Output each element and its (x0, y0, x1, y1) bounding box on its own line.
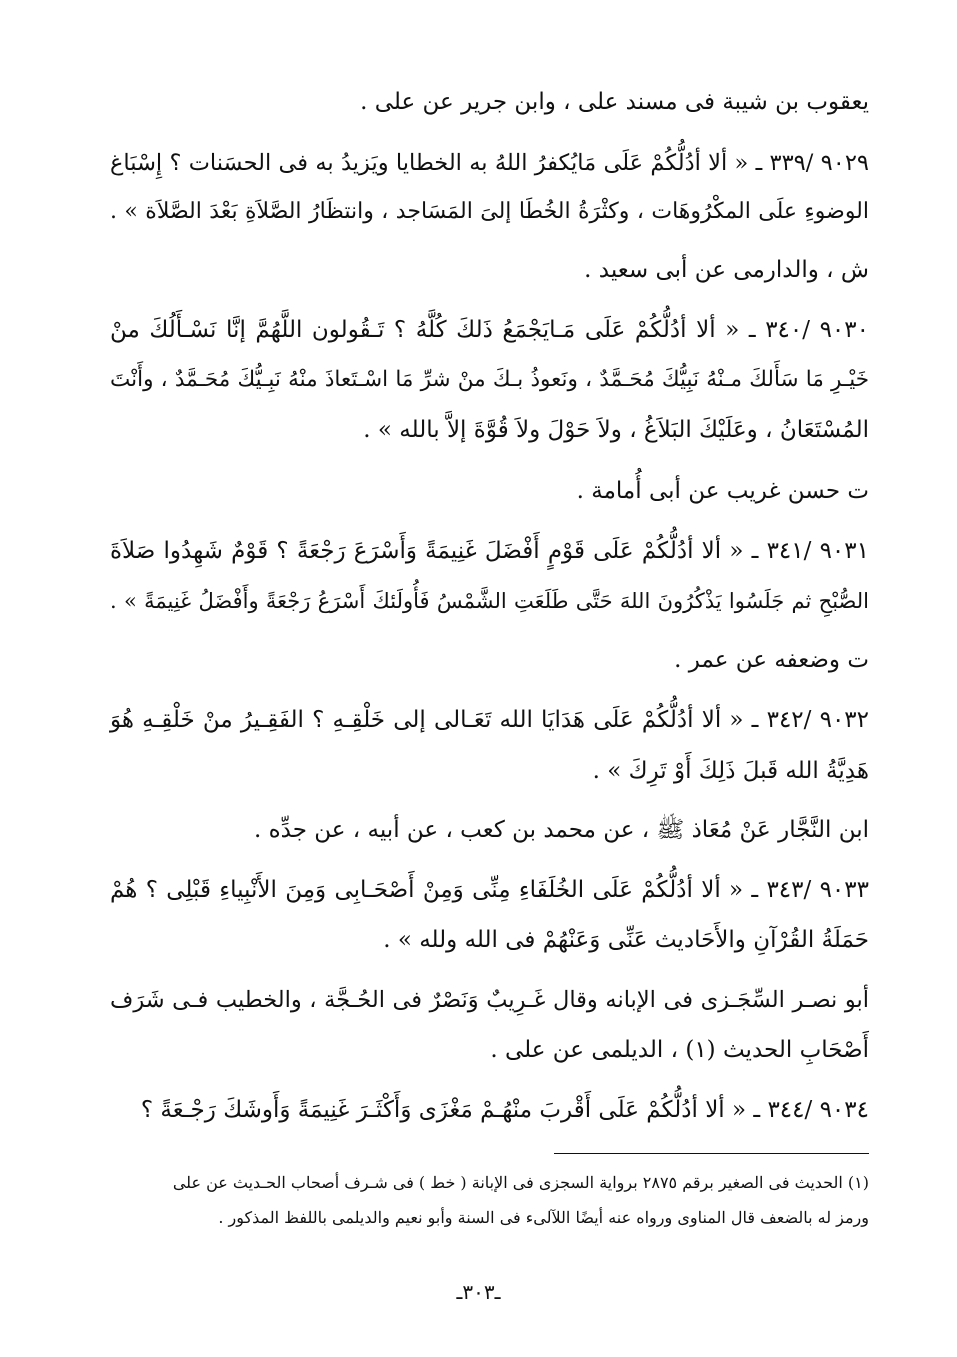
hadith-344-line-1: ٩٠٣٤ /٣٤٤ ـ « ألا أدُلُّكُمْ عَلَى أَقْربَ منْهُـمْ مَغْزَى وَأَكْثَـرَ غَنِيمَةً وَأَوشَكَ رَجْـعَةً ؟ (140, 1097, 869, 1123)
source-line-341: ت وضعفه عن عمر . (674, 647, 869, 673)
footnote-line-2: ورمز له بالضعف قال المناوى ورواه عنه أيضًا اللآلىء فى السنة وأبو نعيم والديلمى باللفظ المذكور . (218, 1208, 869, 1227)
text-line-1: يعقوب بن شيبة فى مسند على ، وابن جرير عن على . (360, 89, 869, 115)
hadith-341-line-2: الصُّبْحِ ثم جَلَسُوا يَذْكُرُونَ اللهَ حَتَّى طَلَعَتِ الشَّمْسُ فَأُولَئكَ أَسْرَعُ رَجْعَةً وأَفْضَلُ غَنِيمَةً » . (110, 589, 869, 613)
source-line-343-1: أبو نصـر السِّجَـزى فى الإبانه وقال غَـرِيبٌ وَنَصْرٌ فى الحُـجَّة ، والخطيب فـى شَرَف (110, 987, 869, 1013)
hadith-342-line-1: ٩٠٣٢ /٣٤٢ ـ « ألا أدُلُّكُمْ عَلَى هَدَايَا الله تَعَـالى إلى خَلْقِـهِ ؟ الفَقِـيرُ منْ خَلْقِـهِ هُوَ (110, 707, 870, 733)
hadith-340-line-3: المُسْتَعَانُ ، وعَلَيْكَ البَلاَغُ ، ولاَ حَوْلَ ولاَ قُوَّةَ إلاَّ بالله » . (363, 417, 869, 443)
hadith-340-line-2: خَيْـرِ مَا سَأَلكَ مـنْهُ نَبِيُّكَ مُحَـمَّدٌ ، ونَعوذُ بـكَ منْ شرِّ مَا اسْـتَعاذَ منْهُ نَبِـيُّكَ مُحَـمَّدٌ ، وأَنْتَ (110, 367, 869, 392)
source-line-343-2: أَصْحَابِ الحديث (١) ، الديلمى عن على . (490, 1037, 869, 1063)
source-line-339: ش ، والدارمى عن أبى سعيد . (584, 257, 869, 283)
hadith-340-line-1: ٩٠٣٠ /٣٤٠ ـ « ألا أدُلُّكُمْ عَلَى مَـايَجْمَعُ ذَلكَ كُلَّهُ ؟ تَـقُولون اللَّهُمَّ إنَّا نَسْـأَلُكَ منْ (110, 317, 869, 343)
footnote-line-1: (١) الحديث فى الصغير برقم ٢٨٧٥ برواية السجزى فى الإبانة ( خط ) فى شـرف أصحاب الحـديث عن على (172, 1173, 869, 1192)
hadith-343-line-1: ٩٠٣٣ /٣٤٣ ـ « ألا أدُلُّكُمْ عَلَى الخُلَفَاءِ مِنِّى وَمِنْ أَصْحَـابِى وَمِنَ الأَنْبِياءِ قَبْلِى ؟ هُمْ (110, 877, 869, 903)
page-number: ـ٣٠٣ـ (456, 1280, 501, 1304)
hadith-339-line-1: ٩٠٢٩ /٣٣٩ ـ « ألا أدُلُّكُمْ عَلَى مَايُكفرُ اللهُ به الخطايا ويَزيدُ به فى الحسَنات ؟ إِسْبَاغ (110, 150, 870, 176)
hadith-343-line-2: حَمَلَةُ القُرْآنِ والأَحَاديث عَنِّى وَعَنْهُمْ فى الله ولله » . (383, 927, 869, 953)
hadith-342-line-2: هَدِيَّةُ الله قَبلَ ذَلِكَ أَوْ تَرِكَ » . (592, 758, 869, 784)
hadith-339-line-2: الوضوءِ علَى المكْرُوهَات ، وكثْرَةُ الخُطَا إلىَ المَسَاجد ، وانتظَارُ الصَّلاَةِ بَعْدَ الصَّلاَة » . (110, 199, 869, 224)
source-line-340: ت حسن غريب عن أبى أُمامة . (576, 478, 869, 504)
footnote-divider (554, 1153, 869, 1154)
source-line-342: ابن النَّجَّار عَنْ مُعَاذ ﷺ ، عن محمد بن كعب ، عن أبيه ، عن جدِّه . (253, 817, 869, 843)
hadith-341-line-1: ٩٠٣١ /٣٤١ ـ « ألا أدُلُّكُمْ عَلَى قَوْمٍ أَفْضَلَ غَنِيمَةً وَأَسْرَعَ رَجْعَةً ؟ قَوْمٌ شَهِدُوا صَلاَةَ (110, 538, 869, 564)
